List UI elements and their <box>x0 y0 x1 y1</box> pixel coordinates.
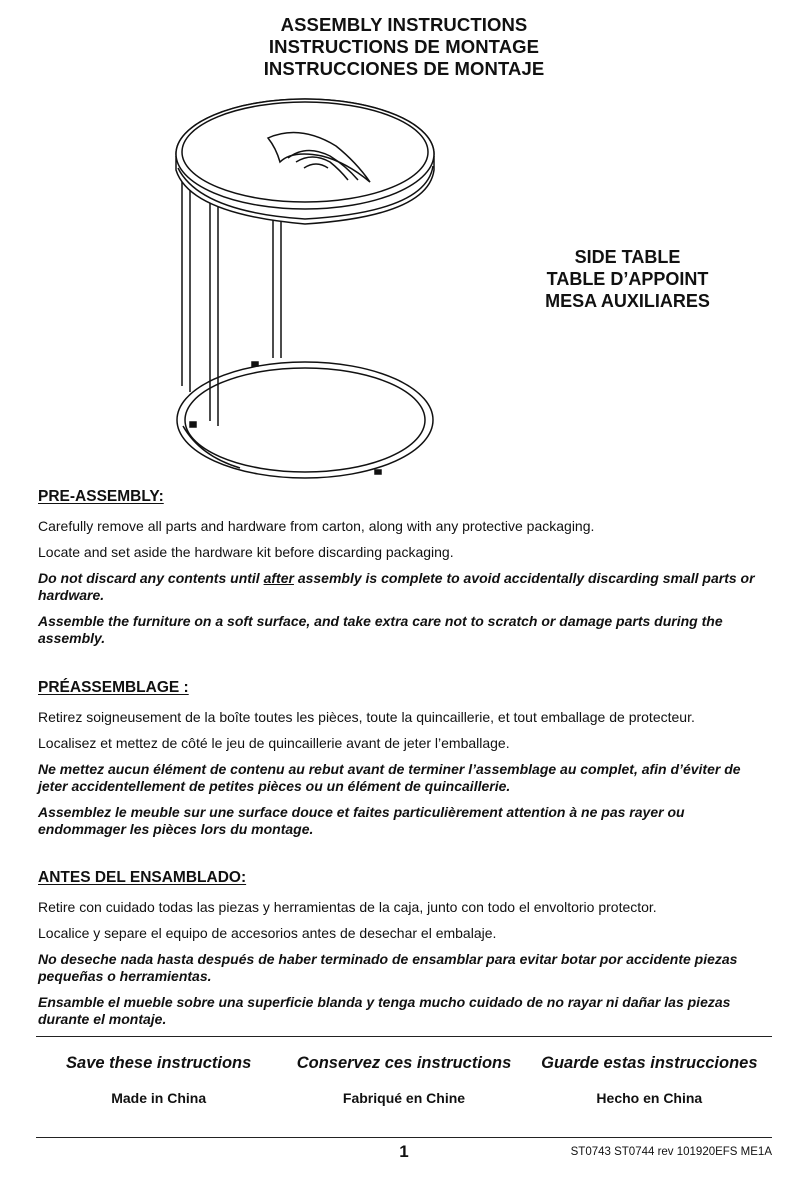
pre-assembly-warning-2: Assemble the furniture on a soft surface, and take extra care not to scratch or damage parts during the assembly. <box>38 613 723 646</box>
product-french: TABLE D’APPOINT <box>546 269 709 289</box>
product-name <box>515 246 740 312</box>
antes-section <box>38 869 768 1037</box>
title-spanish: INSTRUCCIONES DE MONTAJE <box>263 58 545 79</box>
save-instructions-row <box>36 1054 772 1073</box>
preassemblage-warning-2: Assemblez le meuble sur une surface douce et faites particulièrement attention à ne pas rayer ou endommager les pièces lors du montage. <box>38 804 685 837</box>
page-bottom-divider <box>36 1137 772 1138</box>
page-number: 1 <box>399 1142 409 1161</box>
warning-text-part: assembly is complete to avoid accidentally discarding small parts or hardware. <box>38 570 755 603</box>
antes-warning-1: No deseche nada hasta después de haber terminado de ensamblar para evitar botar por accidente piezas pequeñas o herramientas. <box>38 951 738 984</box>
preassemblage-step-2: Localisez et mettez de côté le jeu de quincaillerie avant de jeter l’emballage. <box>38 735 510 751</box>
pre-assembly-step-2: Locate and set aside the hardware kit before discarding packaging. <box>38 544 454 560</box>
product-english: SIDE TABLE <box>574 247 681 267</box>
pre-assembly-heading: PRE-ASSEMBLY: <box>38 488 164 505</box>
product-spanish: MESA AUXILIARES <box>545 291 710 311</box>
save-spanish: Guarde estas instrucciones <box>541 1054 758 1072</box>
pre-assembly-section <box>38 488 768 656</box>
save-english: Save these instructions <box>66 1054 252 1072</box>
preassemblage-step-1: Retirez soigneusement de la boîte toutes les pièces, toute la quincaillerie, et tout emballage de protecteur. <box>38 709 695 725</box>
preassemblage-warning-1: Ne mettez aucun élément de contenu au rebut avant de terminer l’assemblage au complet, afin d’éviter de jeter accidentellement de petites pièces ou un élément de quincaillerie. <box>38 761 741 794</box>
footer-divider <box>36 1036 772 1037</box>
preassemblage-heading: PRÉASSEMBLAGE : <box>38 679 189 696</box>
antes-step-2: Localice y separe el equipo de accesorios antes de desechar el embalaje. <box>38 925 497 941</box>
side-table-illustration <box>160 96 460 486</box>
title-french: INSTRUCTIONS DE MONTAGE <box>268 36 540 57</box>
preassemblage-section <box>38 679 768 847</box>
pre-assembly-warning-1 <box>38 570 768 604</box>
antes-heading: ANTES DEL ENSAMBLADO: <box>38 869 247 886</box>
made-french: Fabriqué en Chine <box>342 1090 466 1106</box>
made-english: Made in China <box>111 1090 207 1106</box>
warning-emphasis-after: after <box>263 570 294 586</box>
antes-step-1: Retire con cuidado todas las piezas y herramientas de la caja, junto con todo el envoltorio protector. <box>38 899 657 915</box>
title-english: ASSEMBLY INSTRUCTIONS <box>280 14 528 35</box>
document-code: ST0743 ST0744 rev 101920EFS ME1A <box>570 1146 772 1158</box>
save-french: Conservez ces instructions <box>296 1054 512 1072</box>
made-spanish: Hecho en China <box>596 1090 703 1106</box>
antes-warning-2: Ensamble el mueble sobre una superficie blanda y tenga mucho cuidado de no rayar ni dañar las piezas durante el montaje. <box>38 994 731 1027</box>
warning-text-part: Do not discard any contents until <box>38 570 264 586</box>
origin-row <box>36 1090 772 1106</box>
pre-assembly-step-1: Carefully remove all parts and hardware from carton, along with any protective packaging. <box>38 518 595 534</box>
document-title <box>0 14 808 80</box>
